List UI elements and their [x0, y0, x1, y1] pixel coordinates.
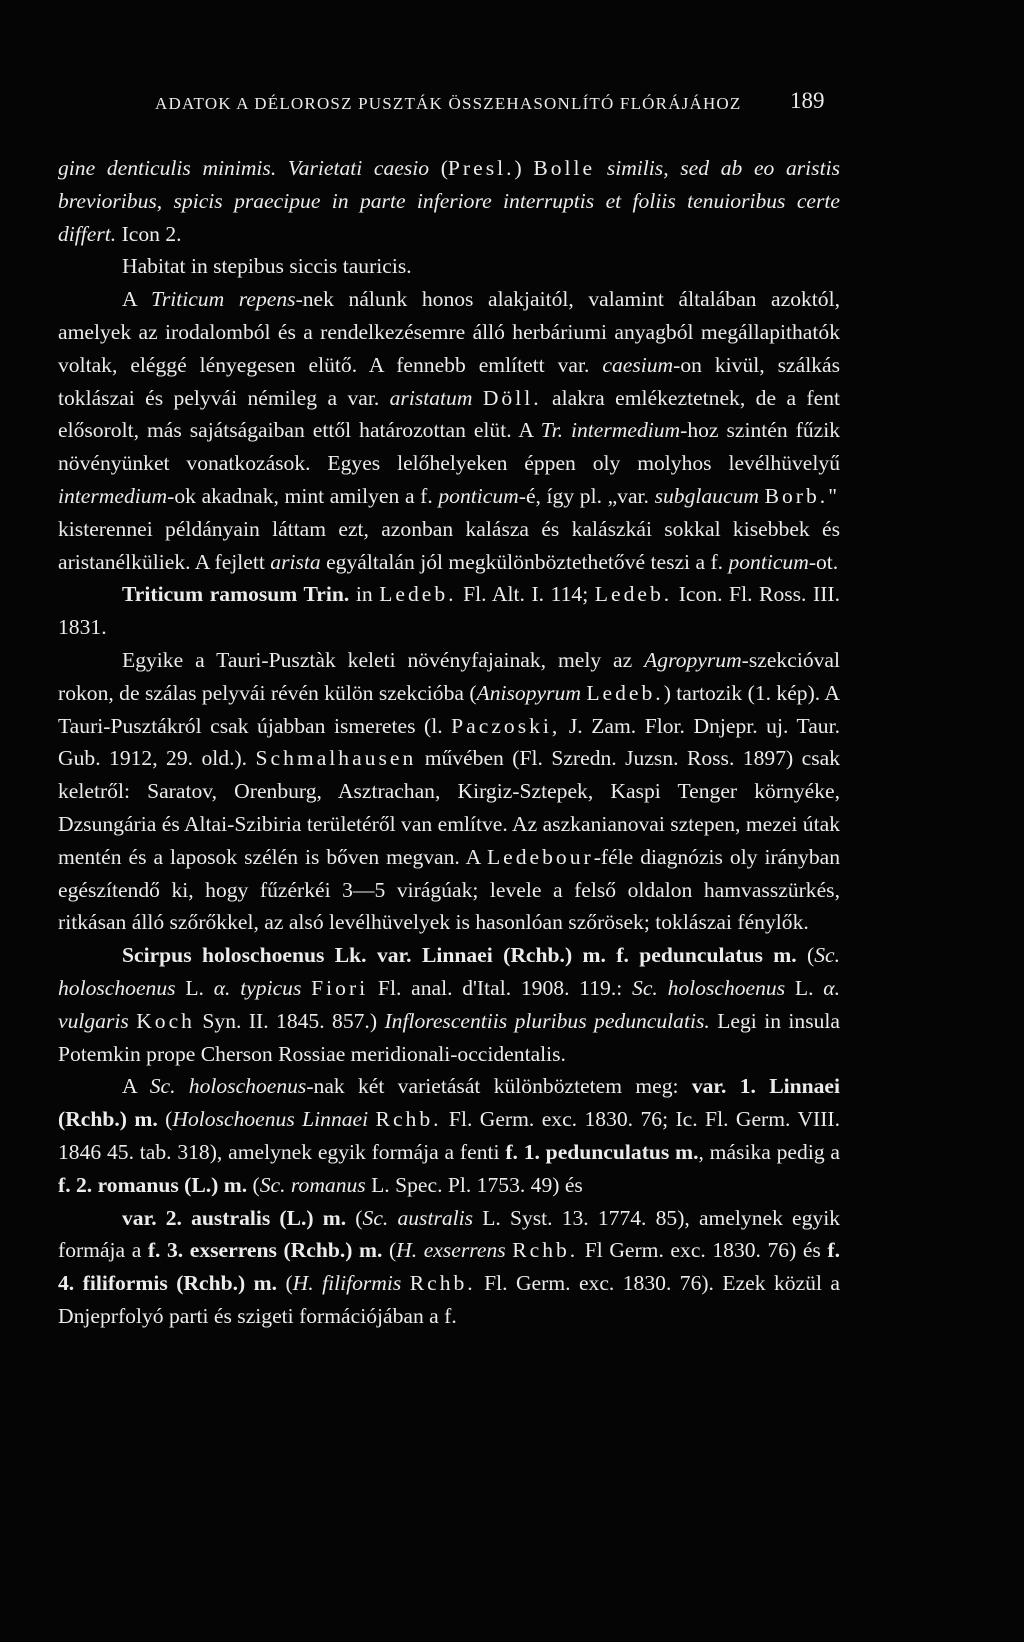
text-span: Fl. Germ. exc. 1830. 76). Ezek közül a Dnjeprfolyó parti és szigeti formációjában a f.	[58, 1271, 840, 1328]
taxon-name: α. vulgaris	[58, 975, 840, 1033]
taxon-name: intermedium	[58, 483, 168, 508]
taxon-heading: ) m. f. pedunculatus m.	[564, 943, 797, 968]
text-span: Icon. Fl. Ross. III. 1831.	[58, 582, 840, 640]
text-span: (	[247, 1172, 260, 1197]
taxon-name: aristatum	[389, 385, 473, 410]
heading-triticum-ramosum	[58, 578, 840, 644]
taxon-heading: Triticum ramosum Trin.	[122, 582, 350, 607]
text-span: -é, így pl. „var.	[518, 483, 655, 508]
taxon-name: subglaucum	[654, 483, 759, 508]
author-name: Ledebour	[486, 844, 594, 869]
taxon-name: Sc. holoschoenus	[149, 1074, 307, 1099]
taxon-name: Sc. holoschoenus	[632, 975, 786, 1000]
taxon-name: Anisopyrum	[476, 680, 581, 705]
paragraph-var-australis	[58, 1202, 840, 1333]
text-span: (	[382, 1238, 397, 1263]
text-span: Icon 2.	[116, 221, 182, 246]
taxon-name: Sc. romanus	[259, 1172, 366, 1197]
author-name: Rchb.	[512, 1238, 579, 1263]
text-span: A	[122, 287, 151, 312]
paragraph-triticum-discussion	[58, 283, 840, 578]
paragraph-varieties	[58, 1070, 840, 1201]
taxon-name: Tr. intermedium	[540, 418, 681, 443]
paragraph-latin-diagnosis	[58, 152, 840, 283]
text-span: művében (Fl. Szredn. Juzsn. Ross. 1897) csak keletről: Saratov, Orenburg, Asztrachan, Kirgiz-Sztepek, Kaspi Tenger környéke, Dzsungária és Altai-Szibiria területéről van említve. Az aszkanianovai sztepen, mezei útak mentén és a laposok szélén is bőven megvan. A	[58, 746, 840, 869]
text-span: L.	[175, 975, 214, 1000]
page-number: 189	[790, 88, 825, 113]
author-name: Ledeb.	[594, 582, 673, 607]
text-span: Syn. II. 1845. 857.)	[194, 1008, 385, 1033]
taxon-name: Triticum repens	[151, 287, 296, 312]
text-span: -nak két varietását különböztetem meg:	[306, 1074, 692, 1099]
author-name: Fiori	[311, 975, 369, 1000]
taxon-name: Agropyrum	[644, 647, 742, 672]
text-span	[401, 1271, 409, 1295]
text-span: Legi in insula Potemkin prope Cherson Rossiae meridionali-occidentalis.	[58, 1008, 840, 1066]
text-span: -hoz szintén fűzik növényünket vonatkozások. Egyes lelőhelyeken éppen oly molyhos levélhüvelyű	[58, 418, 840, 476]
text-span: -on kivül, szálkás toklászai és pelyvái némileg a var.	[58, 352, 840, 410]
author-name: Ledeb.	[586, 680, 664, 705]
author-name: Schmalhausen	[255, 746, 417, 771]
author-name: Koch	[136, 1008, 195, 1033]
taxon-heading: Scirpus holoschoenus Lk. var. Linnaei (	[122, 943, 511, 968]
text-span: alakra emlékeztetnek, de a fent elősorolt, más sajátságaiban ettől határozottan elüt. A	[58, 385, 840, 443]
taxon-name: ponticum	[728, 549, 809, 574]
taxon-name: Inflorescentiis pluribus pedunculatis.	[384, 1008, 710, 1033]
taxon-name: Sc. holoschoenus	[58, 943, 840, 1000]
text-span: kisterennei példányain láttam ezt, azonban kalásza és kalászkái sokkal kisebbek és aristanélküliek. A fejlett	[58, 516, 840, 574]
text-span: Fl. Alt. I. 114;	[456, 582, 595, 607]
text-span: Fl. anal. d'Ital. 1908. 119.:	[368, 975, 633, 1000]
text-span: Fl Germ. exc. 1830. 76) és	[578, 1238, 828, 1263]
taxon-name: caesium	[602, 352, 674, 377]
text-span: , másika pedig a	[698, 1139, 840, 1164]
taxon-name: ponticum	[438, 483, 519, 508]
text-span	[472, 386, 482, 410]
body-text	[58, 152, 840, 1333]
taxon-name: arista	[270, 549, 321, 574]
text-span: (	[796, 943, 815, 968]
running-title: ADATOK A DÉLOROSZ PUSZTÁK ÖSSZEHASONLÍTÓ FLÓRÁJÁHOZ	[155, 94, 742, 113]
text-span: -nek nálunk honos alakjaitól, valamint általában azoktól, amelyek az irodalomból és a rendelkezésemre álló herbáriumi anyagból megállapithatók voltak, eléggé lényegesen elütő. A fennebb említett var.	[58, 287, 840, 377]
taxon-name: Holoschoenus Linnaei	[172, 1107, 369, 1132]
author-name: Presl.	[447, 156, 515, 180]
text-span: (	[429, 156, 448, 180]
variety-name: f. 4. filiformis (Rchb.) m.	[58, 1238, 840, 1296]
heading-scirpus-holoschoenus	[58, 939, 840, 1070]
habitat-line: Habitat in stepibus siccis tauricis.	[122, 254, 412, 279]
text-span: in	[349, 582, 380, 607]
text-span: A	[122, 1074, 150, 1099]
text-span: (	[157, 1107, 173, 1132]
variety-name: f. 2. romanus (L.) m.	[58, 1172, 248, 1197]
taxon-name: H. exserrens	[396, 1238, 506, 1263]
taxon-heading: Rchb.	[510, 943, 565, 968]
text-span: L.	[785, 975, 824, 1000]
variety-name: f. 1. pedunculatus m.	[505, 1139, 699, 1164]
variety-name: var. 1. Linnaei (Rchb.) m.	[58, 1074, 840, 1132]
text-span: gine denticulis minimis. Varietati caesio	[58, 156, 430, 180]
text-span: egyáltalán jól megkülönböztethetővé teszi a f.	[320, 549, 729, 574]
text-span: (	[277, 1271, 293, 1296]
author-name: Döll.	[482, 385, 542, 410]
author-name: Bolle	[533, 156, 596, 180]
text-span: J. Zam. Flor. Dnjepr. uj. Taur. Gub. 1912, 29. old.).	[58, 713, 840, 771]
text-span	[368, 1107, 375, 1131]
running-header	[0, 88, 1024, 124]
text-span: similis, sed ab eo aristis brevioribus, spicis praecipue in parte inferiore interruptis et foliis tenuioribus certe differt.	[58, 156, 840, 246]
text-span: L. Syst. 13. 1774. 85), amelynek egyik formája a	[58, 1205, 841, 1263]
text-span: )	[514, 156, 534, 180]
author-name: Rchb.	[375, 1107, 442, 1132]
variety-name: var. 2. australis (L.) m.	[122, 1205, 347, 1230]
paragraph-triticum-ramosum	[58, 644, 840, 939]
text-span: -ot.	[808, 549, 839, 574]
text-span: Egyike a Tauri-Pusztàk keleti növényfajainak, mely az	[122, 647, 645, 672]
text-span	[301, 976, 311, 1000]
author-name: Borb."	[764, 483, 841, 508]
taxon-name: α. typicus	[213, 975, 302, 1000]
text-span	[595, 156, 607, 180]
text-span: (	[346, 1205, 363, 1230]
text-span: Fl. Germ. exc. 1830. 76; Ic. Fl. Germ. VIII. 1846 45. tab. 318), amelynek egyik formája a fenti	[58, 1107, 841, 1164]
taxon-name: Sc. australis	[362, 1205, 474, 1230]
author-name: Paczoski,	[451, 713, 561, 738]
text-span: -szekcióval rokon, de szálas pelyvái révén külön szekcióba (	[58, 647, 840, 705]
author-name: Rchb.	[409, 1271, 476, 1296]
author-name: Ledeb.	[379, 582, 457, 607]
taxon-name: H. filiformis	[292, 1271, 402, 1296]
text-span: ) tartozik (1. kép). A Tauri-Pusztákról csak újabban ismeretes (l.	[58, 680, 840, 738]
text-span: -ok akadnak, mint amilyen a f.	[167, 483, 439, 508]
variety-name: f. 3. exserrens (Rchb.) m.	[147, 1238, 383, 1263]
text-span: -féle diagnózis oly irányban egészítendő ki, hogy fűzérkéi 3—5 virágúak; levele a felső oldalon hamvasszürkés, ritkásan álló szőrőkkel, az alsó levélhüvelyek is hasonlóan szőrösek; toklászai fénylők.	[58, 844, 840, 935]
text-span: L. Spec. Pl. 1753. 49) és	[365, 1172, 583, 1197]
